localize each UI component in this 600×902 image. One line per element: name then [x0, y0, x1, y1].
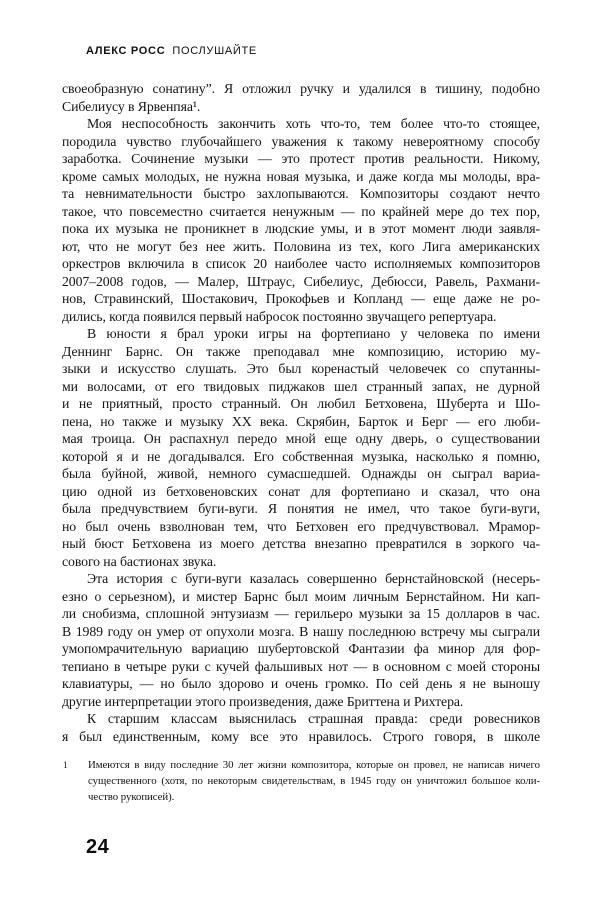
footnote-line: существенного (хотя, по некоторым свидетельствам, в 1945 году он уничтожил большое коли-: [88, 775, 540, 787]
text-line: ми волосами, от его твидовых пиджаков шел странный запах, не дурной: [62, 378, 540, 394]
footnote-text: [88, 757, 540, 805]
text-line: такое, что повсеместно считается ненужным — по крайней мере до тех пор,: [62, 203, 540, 219]
text-line: Моя неспособность закончить хоть что-то, тем более что-то стоящее,: [87, 116, 540, 131]
text-line: заработка. Сочинение музыки — это протест против реальности. Никому,: [62, 151, 540, 166]
text-line: пена, но также и музыку XX века. Скрябин, Барток и Берг — его люби-: [62, 413, 540, 429]
text-line: К старшим классам выяснилась страшная правда: среди ровесников: [87, 711, 540, 726]
text-line: езно о серьезном), и мистер Барнс был моим личным Бернстайном. Ни кап-: [62, 588, 540, 604]
header-book-title: ПОСЛУШАЙТЕ: [172, 45, 257, 57]
text-line: В юности я брал уроки игры на фортепиано у человека по имени: [87, 326, 540, 341]
text-line: Сибелиусу в Ярвенпяа¹.: [62, 98, 201, 114]
text-line: другие интерпретации этого произведения, даже Бриттена и Рихтера.: [62, 693, 464, 709]
text-line: тепиано в четыре руки с кучей фальшивых нот — в основном с моей стороны: [62, 658, 540, 674]
text-line: была буйной, живой, немного сумасшедшей. Однажды он сыграл вариа-: [62, 466, 540, 481]
paragraph: [62, 80, 540, 115]
text-line: кроме самых молодых, не нужна новая музыка, и даже когда мы молоды, вра-: [62, 168, 540, 184]
paragraph: [62, 570, 540, 710]
text-line: 2007–2008 годов, — Малер, Штраус, Сибелиус, Дебюсси, Равель, Рахмани-: [62, 273, 540, 289]
text-line: Эта история с буги-вуги казалась совершенно бернстайновской (несерь-: [87, 571, 540, 586]
text-line: мая троица. Он распахнул передо мной еще одну дверь, о существовании: [62, 431, 540, 446]
text-line: нов, Стравинский, Шостакович, Прокофьев и Копланд — еще даже не ро-: [62, 291, 540, 306]
text-line: В 1989 году он умер от опухоли мозга. В нашу последнюю встречу мы сыграли: [62, 623, 540, 639]
text-line: та невнимательности быстро захлопываются. Композиторы создают нечто: [62, 186, 540, 201]
footnote-line: чество рукописей).: [88, 791, 175, 803]
text-line: оркестров включила в список 20 наиболее часто исполняемых композиторов: [62, 256, 540, 271]
text-line: умопомрачительную вариацию шубертовской Фантазии фа минор для фор-: [62, 641, 540, 656]
paragraph: [62, 325, 540, 570]
text-line: Деннинг Барнс. Он также преподавал мне композицию, историю му-: [62, 343, 540, 359]
text-line: была предчувствием буги-вуги. Я понятия не имел, что такое буги-вуги,: [62, 501, 540, 516]
text-line: зыки и искусство слушать. Это был коренастый человечек со спутанны-: [62, 361, 540, 376]
text-line: дились, когда появился первый набросок постоянно звучащего репертуара.: [62, 308, 497, 324]
text-line: пока их музыка не проникнет в людские умы, и в этот момент люди заявля-: [62, 221, 540, 236]
text-line: которой я и не догадывался. Его собственная музыка, насколько я помню,: [62, 448, 540, 464]
body-text: [62, 80, 540, 745]
text-line: сового на бастионах звука.: [62, 553, 217, 569]
footnote-marker: 1: [63, 761, 68, 771]
text-line: я был единственным, кому все это нравилось. Строго говоря, в школе: [62, 728, 540, 744]
text-line: ют, что не могут без нее жить. Половина из тех, кого Лига американских: [62, 238, 540, 254]
paragraph: [62, 710, 540, 745]
footnote-line: Имеются в виду последние 30 лет жизни композитора, которые он провел, не написав ничего: [88, 759, 540, 771]
text-line: ный бюст Бетховена из моего детства внезапно превратился в зоркого ча-: [62, 536, 540, 551]
text-line: породила чувство глубочайшего уважения к такому невероятному способу: [62, 133, 540, 149]
text-line: и не приятный, просто странный. Он любил Бетховена, Шуберта и Шо-: [62, 396, 540, 411]
running-header: [86, 45, 257, 57]
text-line: цию одной из бетховеновских сонат для фортепиано и сказал, что она: [62, 483, 540, 499]
text-line: ли снобизма, сплошной энтузиазм — герильеро музыки за 15 долларов в час.: [62, 606, 540, 621]
text-line: клавиатуры, — но было здорово и очень громко. По сей день я не выношу: [62, 676, 540, 691]
text-line: своеобразную сонатину”. Я отложил ручку и удалился в тишину, подобно: [62, 81, 540, 96]
header-author: АЛЕКС РОСС: [86, 45, 166, 57]
paragraph: [62, 115, 540, 325]
page-number: 24: [86, 836, 110, 858]
text-line: но был очень взволнован тем, что Бетховен его предчувствовал. Мрамор-: [62, 518, 540, 534]
